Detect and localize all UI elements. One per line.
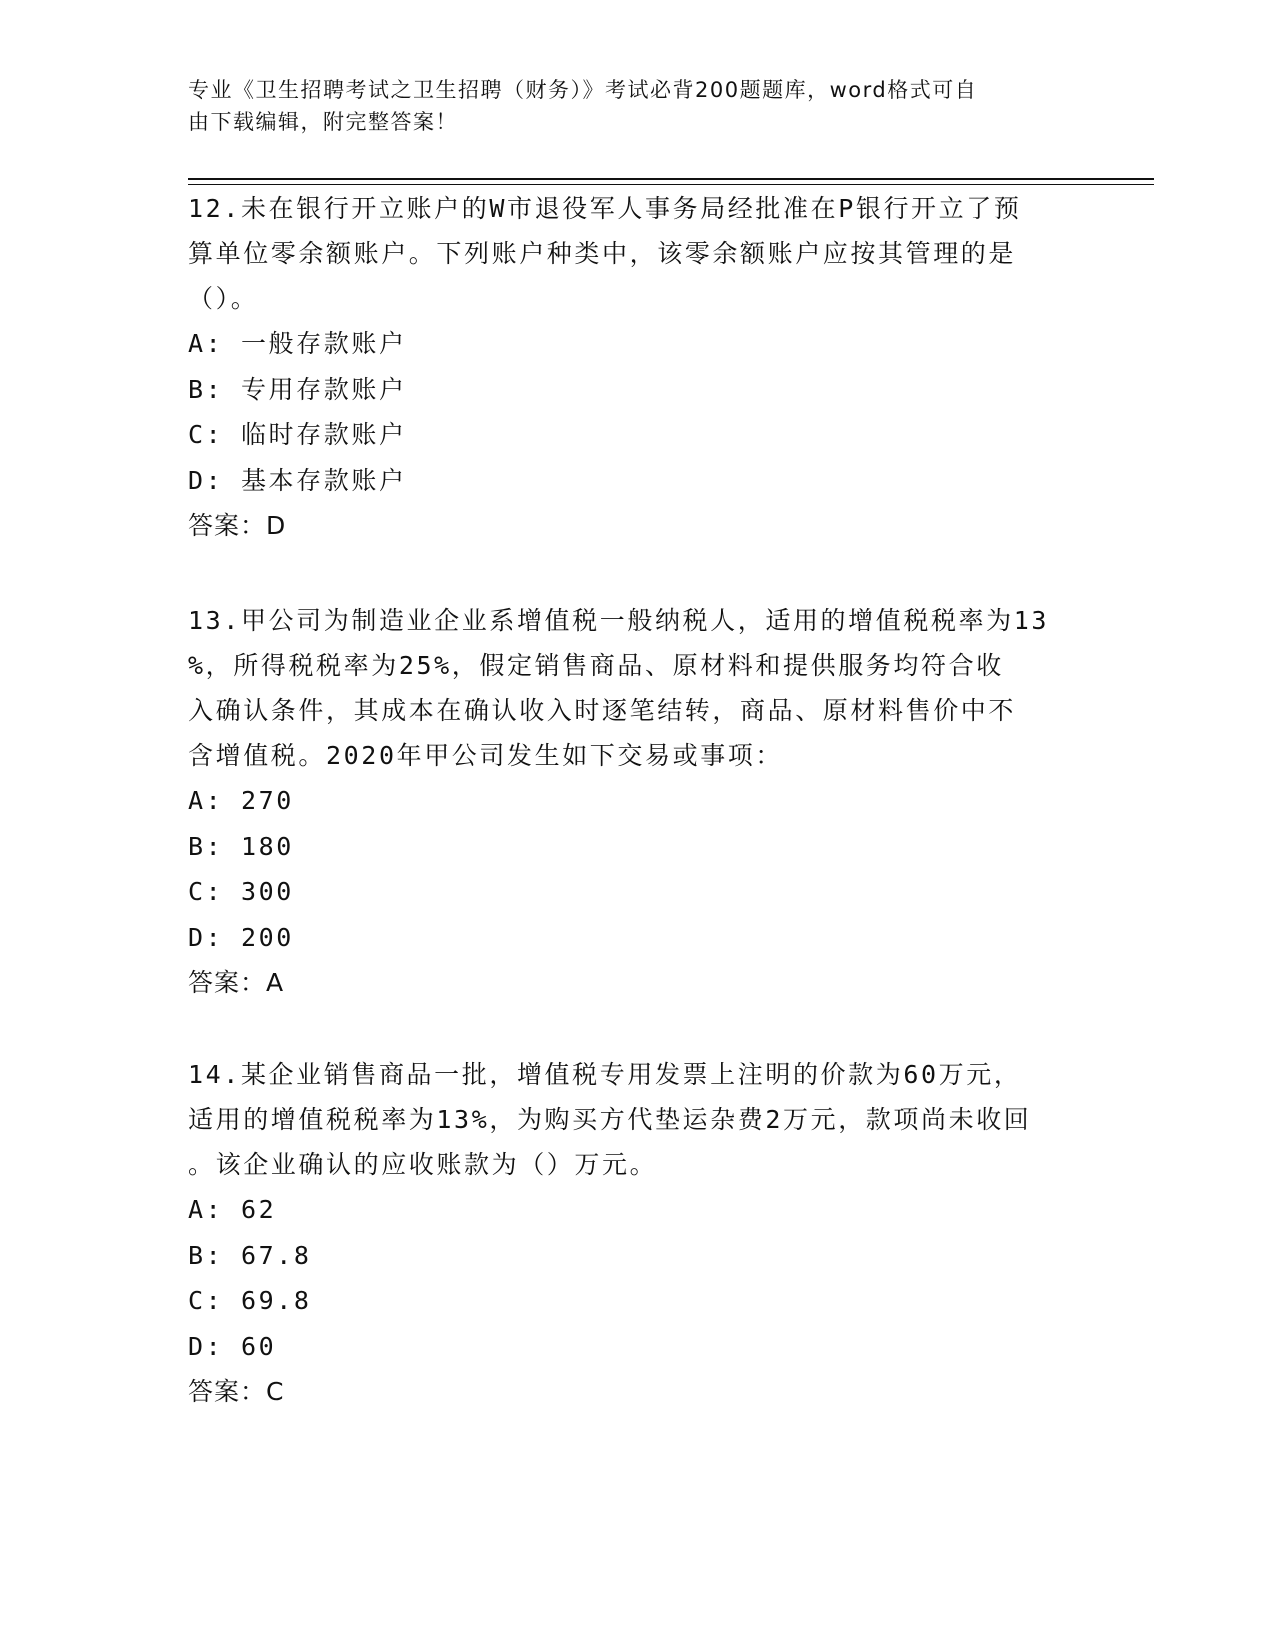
question-12 [188, 186, 1088, 548]
option-a: A: 62 [188, 1195, 277, 1224]
question-stem-line: 入确认条件，其成本在确认收入时逐笔结转，商品、原材料售价中不 [188, 696, 1017, 725]
option-a: A: 一般存款账户 [188, 329, 407, 358]
option-d: D: 基本存款账户 [188, 465, 407, 495]
option-d: D: 200 [188, 922, 294, 952]
question-stem-line: %，所得税税率为25%，假定销售商品、原材料和提供服务均符合收 [188, 651, 1004, 680]
answer-line: 答案：D [188, 511, 287, 540]
option-c: C: 69.8 [188, 1286, 312, 1315]
answer-line: 答案：A [188, 968, 285, 997]
question-stem-line: 12.未在银行开立账户的W市退役军人事务局经批准在P银行开立了预 [188, 194, 1022, 223]
question-stem-line: （）。 [188, 284, 259, 313]
header-line-2: 由下载编辑，附完整答案！ [188, 110, 458, 134]
option-d: D: 60 [188, 1331, 277, 1361]
option-b: B: 专用存款账户 [188, 374, 407, 404]
question-stem-line: 含增值税。2020年甲公司发生如下交易或事项： [188, 741, 784, 770]
option-b: B: 180 [188, 831, 294, 861]
option-c: C: 临时存款账户 [188, 420, 407, 449]
question-14 [188, 1052, 1088, 1414]
document-header [188, 74, 1068, 138]
option-a: A: 270 [188, 786, 294, 815]
option-b: B: 67.8 [188, 1240, 312, 1270]
question-stem-line: 算单位零余额账户。下列账户种类中，该零余额账户应按其管理的是 [188, 239, 1017, 268]
question-13 [188, 598, 1088, 1005]
question-stem-line: 14.某企业销售商品一批，增值税专用发票上注明的价款为60万元， [188, 1060, 1022, 1089]
option-c: C: 300 [188, 877, 294, 906]
header-divider [188, 178, 1154, 185]
answer-line: 答案：C [188, 1377, 285, 1406]
header-line-1: 专业《卫生招聘考试之卫生招聘（财务）》考试必背200题题库，word格式可自 [188, 78, 978, 102]
question-stem-line: 13.甲公司为制造业企业系增值税一般纳税人，适用的增值税税率为13 [188, 606, 1050, 635]
question-stem-line: 。该企业确认的应收账款为（）万元。 [188, 1150, 658, 1179]
question-stem-line: 适用的增值税税率为13%，为购买方代垫运杂费2万元，款项尚未收回 [188, 1105, 1032, 1134]
